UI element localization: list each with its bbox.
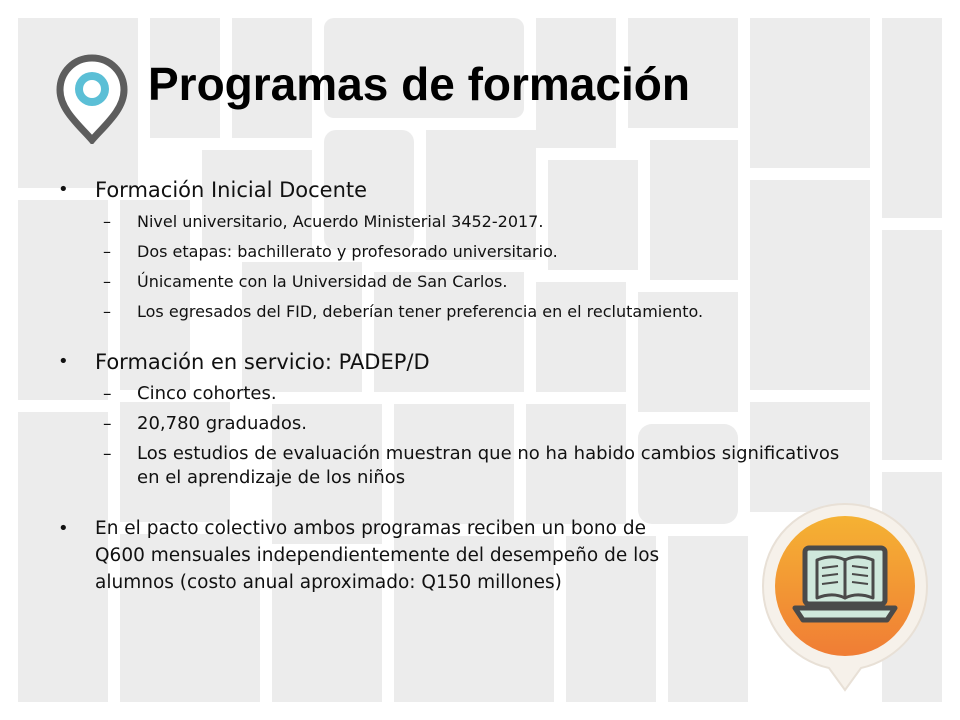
sub-item — [58, 442, 878, 490]
bullet-text: Formación Inicial Docente — [95, 178, 368, 202]
bullet-glyph: • — [58, 518, 69, 539]
sub-item — [58, 412, 878, 436]
sub-item-text: Únicamente con la Universidad de San Carlos. — [137, 272, 508, 291]
bullet-item — [58, 176, 878, 204]
dash-glyph: – — [103, 242, 111, 261]
sub-item — [58, 210, 878, 234]
map-pin-icon — [52, 52, 132, 144]
dash-glyph: – — [103, 212, 111, 231]
bullet-text: Formación en servicio: PADEP/D — [95, 350, 430, 374]
sub-item-text: Nivel universitario, Acuerdo Ministerial 3452-2017. — [137, 212, 544, 231]
dash-glyph: – — [103, 384, 112, 404]
bullet-item — [58, 515, 878, 596]
dash-glyph: – — [103, 302, 111, 321]
bullet-item — [58, 348, 878, 376]
sub-item-text: Los egresados del FID, deberían tener preferencia en el reclutamiento. — [137, 302, 704, 321]
bullet-text: En el pacto colectivo ambos programas reciben un bono de Q600 mensuales independientemente del desempeño de los alumnos (costo anual aproximado: Q150 millones) — [95, 518, 660, 593]
sub-item-text: Dos etapas: bachillerato y profesorado universitario. — [137, 242, 558, 261]
sub-item — [58, 382, 878, 406]
sub-item — [58, 240, 878, 264]
sub-item — [58, 270, 878, 294]
bullet-list — [58, 176, 878, 596]
dash-glyph: – — [103, 272, 111, 291]
sub-item — [58, 300, 878, 324]
sub-item-text: Cinco cohortes. — [137, 383, 277, 404]
sub-item-text: Los estudios de evaluación muestran que no ha habido cambios significativos en el aprendizaje de los niños — [137, 443, 840, 488]
bullet-glyph: • — [58, 351, 69, 372]
page-title: Programas de formación — [148, 58, 690, 110]
dash-glyph: – — [103, 444, 112, 464]
dash-glyph: – — [103, 414, 112, 434]
bullet-glyph: • — [58, 179, 69, 200]
sub-item-text: 20,780 graduados. — [137, 413, 307, 434]
laptop-book-icon — [757, 500, 933, 696]
